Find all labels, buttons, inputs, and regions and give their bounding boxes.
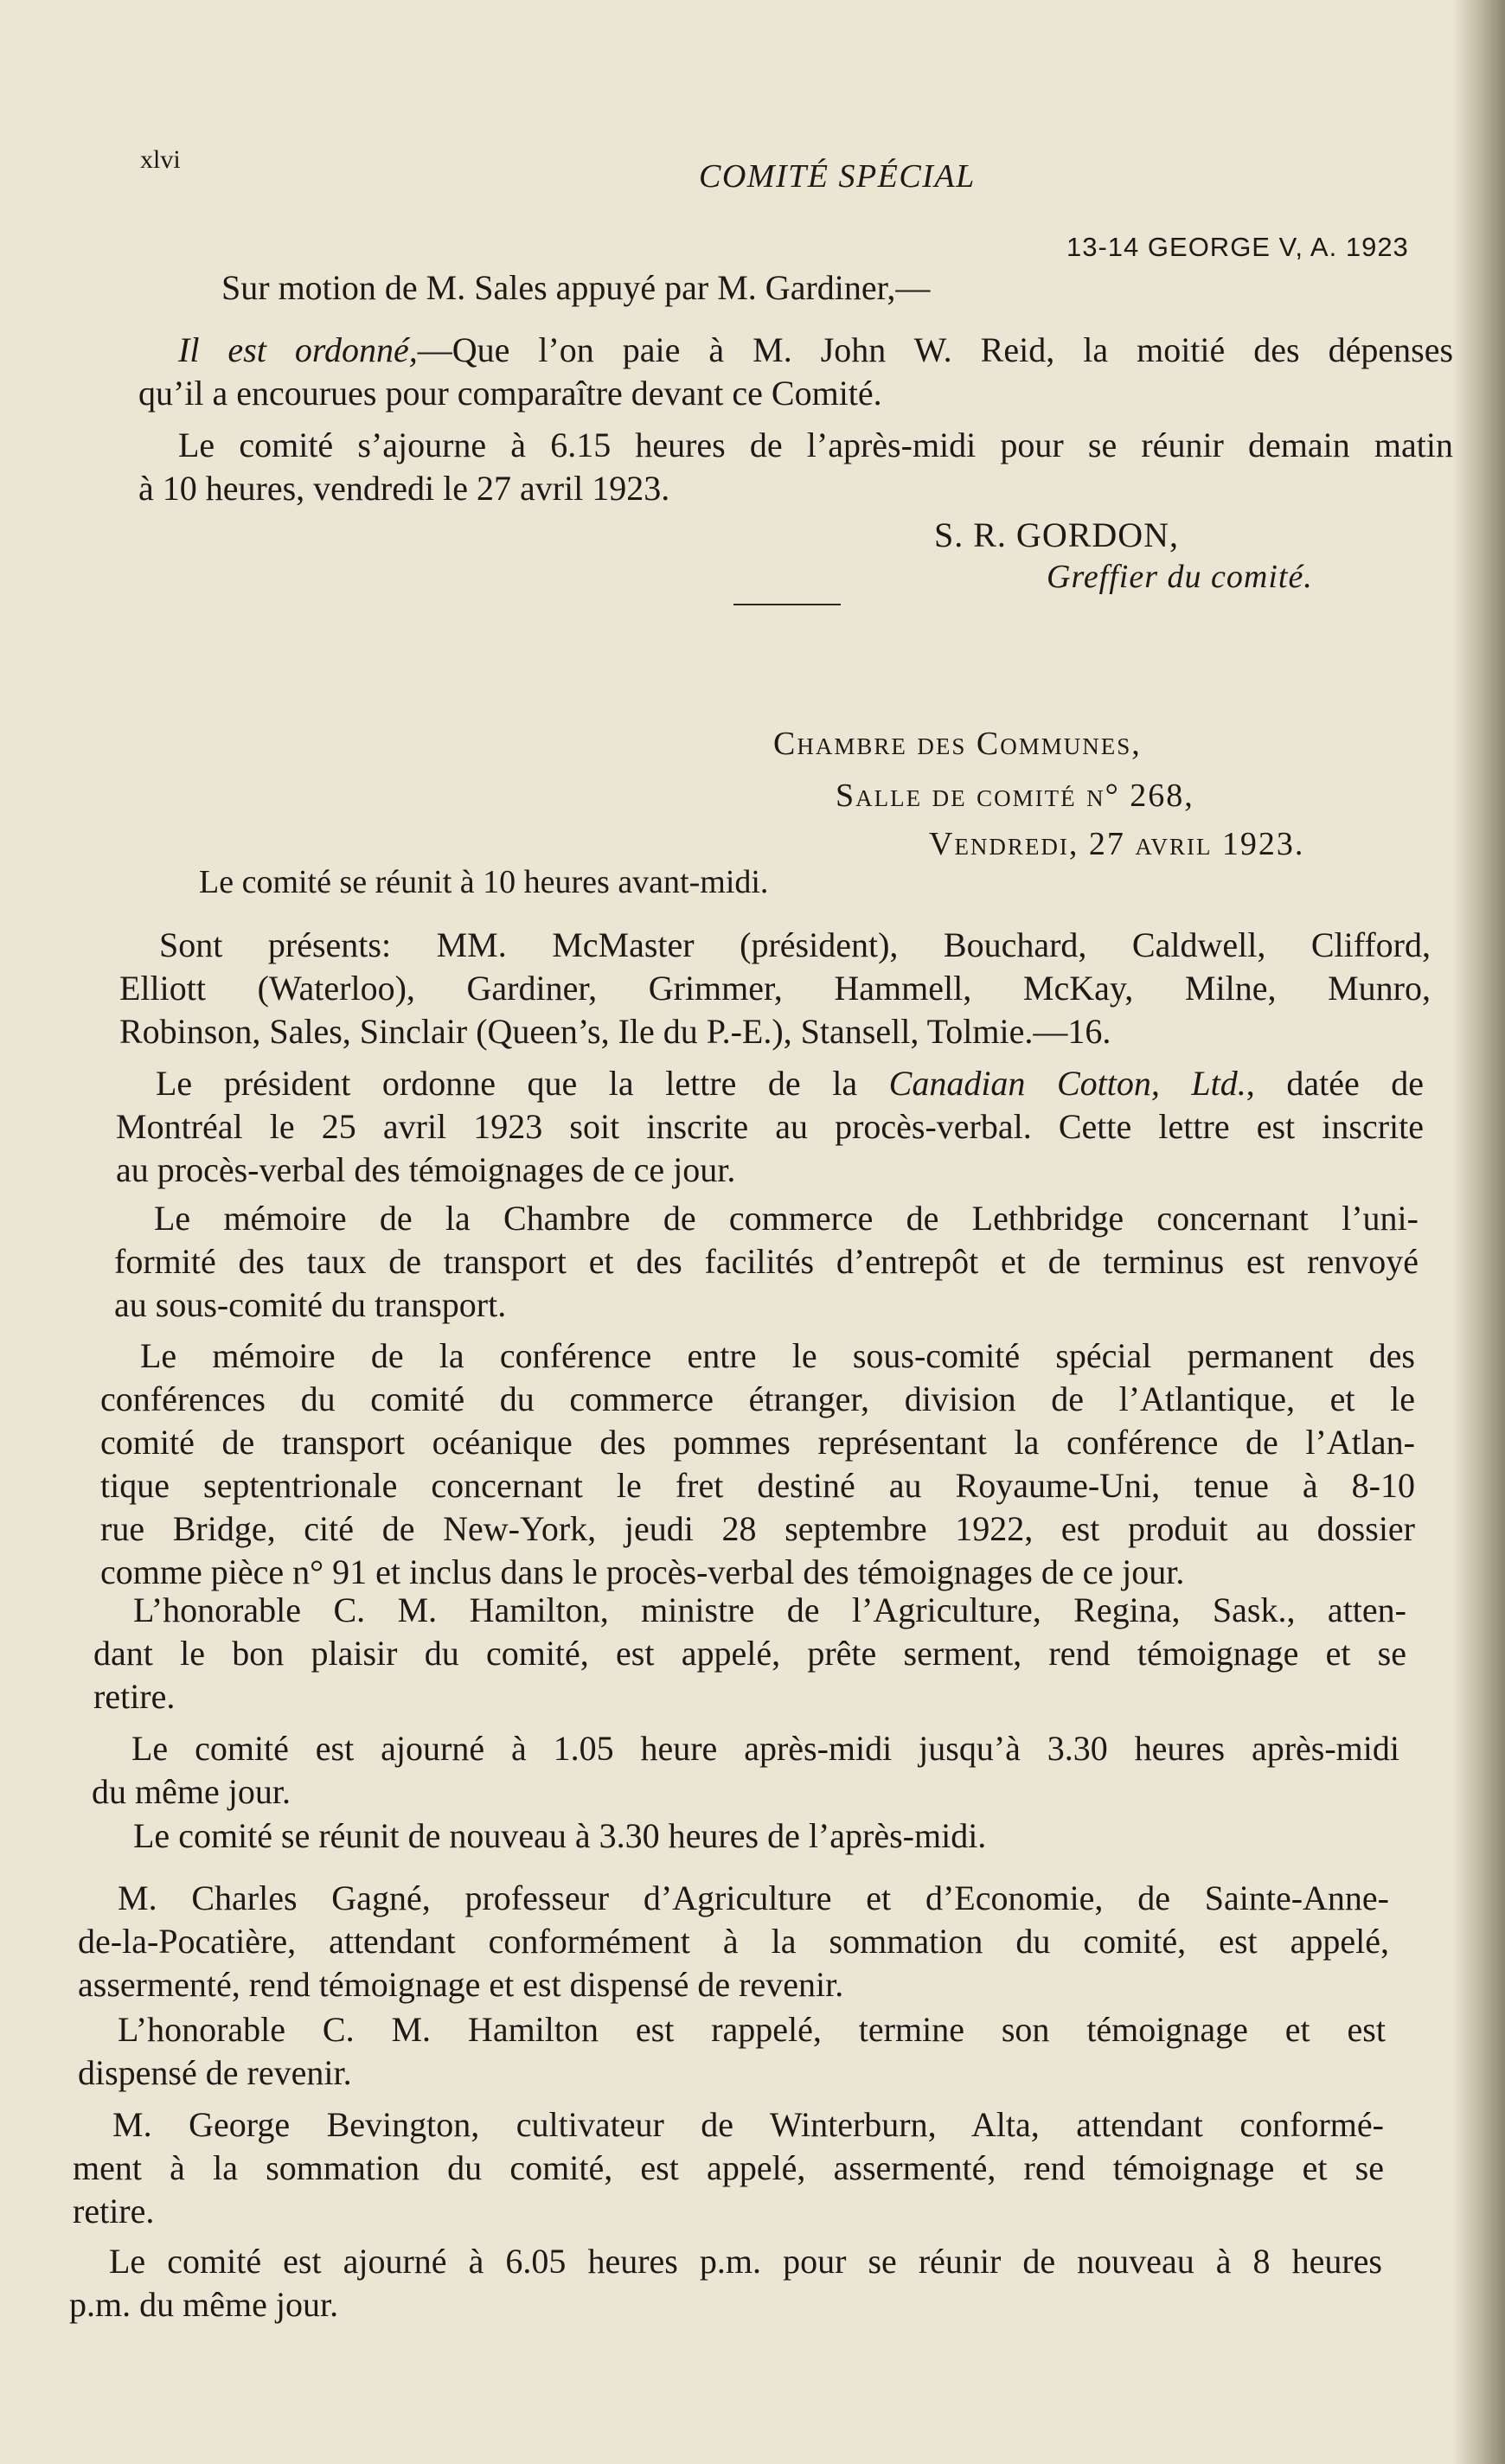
present-line: Sont présents: MM. McMaster (président), Bouchard, Caldwell, Clifford,	[159, 925, 1431, 964]
conference-paragraph	[100, 1334, 1415, 1594]
letter-line: Montréal le 25 avril 1923 soit inscrite au procès-verbal. Cette lettre est inscrite	[116, 1107, 1424, 1146]
page-number: xlvi	[140, 145, 181, 174]
adjourn-line-1: Le comité s’ajourne à 6.15 heures de l’après-midi pour se réunir demain matin	[178, 426, 1453, 464]
conference-line: conférences du comité du commerce étranger, division de l’Atlantique, et le	[100, 1379, 1415, 1418]
letter-paragraph	[116, 1062, 1424, 1192]
hamilton-paragraph-1	[93, 1589, 1406, 1718]
regnal-year: 13-14 GEORGE V, A. 1923	[1066, 232, 1409, 262]
bevington-line: M. George Bevington, cultivateur de Winterburn, Alta, attendant conformé-	[112, 2105, 1384, 2144]
motion-line: Sur motion de M. Sales appuyé par M. Gardiner,—	[221, 268, 931, 307]
clerk-title: Greffier du comité.	[1047, 559, 1313, 595]
lethbridge-line: au sous-comité du transport.	[114, 1285, 507, 1324]
company-name: Canadian Cotton, Ltd.	[888, 1064, 1246, 1103]
adjourn-paragraph-1	[138, 424, 1453, 510]
adjourn-line: Le comité est ajourné à 1.05 heure après-midi jusqu’à 3.30 heures après-midi	[131, 1729, 1399, 1768]
reconvene-paragraph	[93, 1814, 1391, 1858]
gagne-line: M. Charles Gagné, professeur d’Agriculture et d’Economie, de Sainte-Anne-	[118, 1878, 1389, 1917]
lethbridge-line: formité des taux de transport et des facilités d’entrepôt et de terminus est renvoyé	[114, 1242, 1419, 1281]
adjourn-line: Le comité est ajourné à 6.05 heures p.m. pour se réunir de nouveau à 8 heures	[109, 2242, 1382, 2281]
hamilton-line: dant le bon plaisir du comité, est appelé, prête serment, rend témoignage et se	[93, 1634, 1406, 1673]
conference-line: tique septentrionale concernant le fret destiné au Royaume-Uni, tenue à 8-10	[100, 1466, 1415, 1505]
heading-date: Vendredi, 27 avril 1923.	[929, 826, 1305, 862]
heading-house: Chambre des Communes,	[773, 726, 1142, 762]
motion-paragraph	[221, 266, 1450, 310]
book-spine-shadow	[1453, 0, 1505, 2464]
conference-line: rue Bridge, cité de New-York, jeudi 28 septembre 1922, est produit au dossier	[100, 1509, 1415, 1548]
letter-line: Le président ordonne que la lettre de la Canadian Cotton, Ltd., datée de	[156, 1064, 1425, 1103]
present-line: Elliott (Waterloo), Gardiner, Grimmer, Hammell, McKay, Milne, Munro,	[119, 969, 1431, 1008]
running-title: COMITÉ SPÉCIAL	[699, 158, 976, 195]
heading-room: Salle de comité n° 268,	[836, 778, 1194, 814]
bevington-line: retire.	[73, 2192, 155, 2230]
adjourn-line: p.m. du même jour.	[69, 2285, 339, 2324]
gagne-line: de-la-Pocatière, attendant conformément à la sommation du comité, est appelé,	[78, 1922, 1389, 1961]
lethbridge-line: Le mémoire de la Chambre de commerce de Lethbridge concernant l’uni-	[154, 1199, 1419, 1238]
conference-line: comité de transport océanique des pommes représentant la conférence de l’Atlan-	[100, 1423, 1415, 1462]
present-paragraph	[119, 924, 1431, 1053]
gagne-line: assermenté, rend témoignage et est dispensé de revenir.	[78, 1965, 844, 2004]
order-prefix: Il est ordonné,	[178, 330, 418, 369]
order-paragraph	[138, 329, 1453, 415]
opening-line: Le comité se réunit à 10 heures avant-midi.	[199, 864, 769, 900]
hamilton-line: L’honorable C. M. Hamilton est rappelé, termine son témoignage et est	[118, 2010, 1386, 2049]
adjourn-paragraph-3	[69, 2240, 1382, 2326]
letter-line: au procès-verbal des témoignages de ce jour.	[116, 1150, 736, 1189]
order-line-1: Il est ordonné,—Que l’on paie à M. John W. Reid, la moitié des dépenses	[178, 330, 1454, 369]
lethbridge-paragraph	[114, 1197, 1419, 1327]
section-divider	[733, 604, 841, 605]
hamilton-line: retire.	[93, 1677, 176, 1716]
bevington-line: ment à la sommation du comité, est appelé, assermenté, rend témoignage et se	[73, 2148, 1384, 2187]
bevington-paragraph	[73, 2103, 1384, 2233]
order-line-2: qu’il a encourues pour comparaître devant ce Comité.	[138, 374, 882, 413]
adjourn-line: du même jour.	[92, 1772, 291, 1811]
adjourn-paragraph-2	[92, 1727, 1399, 1814]
gagne-paragraph	[78, 1877, 1389, 2006]
present-line: Robinson, Sales, Sinclair (Queen’s, Ile du P.-E.), Stansell, Tolmie.—16.	[119, 1012, 1111, 1051]
hamilton-line: L’honorable C. M. Hamilton, ministre de l’Agriculture, Regina, Sask., atten-	[133, 1590, 1406, 1629]
conference-line: Le mémoire de la conférence entre le sous-comité spécial permanent des	[140, 1336, 1415, 1375]
reconvene-line: Le comité se réunit de nouveau à 3.30 heures de l’après-midi.	[133, 1816, 987, 1855]
adjourn-line-2: à 10 heures, vendredi le 27 avril 1923.	[138, 469, 670, 508]
hamilton-paragraph-2	[78, 2008, 1386, 2095]
clerk-name: S. R. GORDON,	[934, 515, 1180, 554]
conference-line: comme pièce n° 91 et inclus dans le procès-verbal des témoignages de ce jour.	[100, 1552, 1185, 1591]
hamilton-line: dispensé de revenir.	[78, 2053, 352, 2092]
